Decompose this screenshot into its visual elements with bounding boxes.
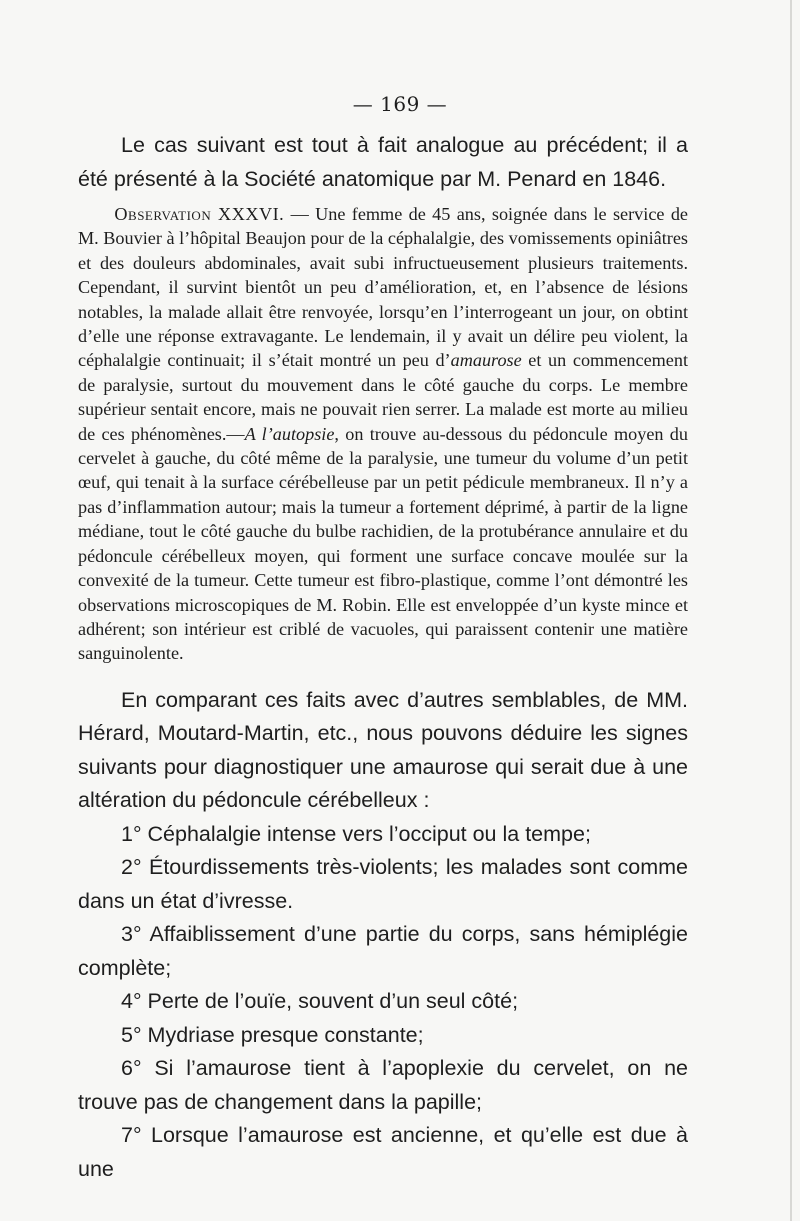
observation-text-part-2: et un commencement de paralysie, surtout du mouvement dans le côté gauche du corps. Le membre supérieur sentait encore, mais ne pouvait rien serrer. La malade est morte au milieu de ces phénomènes.—	[78, 350, 689, 444]
observation-label: Observation XXXVI.	[114, 204, 285, 224]
page-number-header: — 169 —	[352, 92, 448, 116]
sign-item-6: 6° Si l’amaurose tient à l’apoplexie du cervelet, on ne trouve pas de changement dans la papille;	[78, 1056, 688, 1114]
sign-item-7: 7° Lorsque l’amaurose est ancienne, et qu’elle est due à une	[78, 1123, 688, 1181]
observation-italic-autopsy: A l’autopsie	[244, 423, 335, 444]
page-content	[78, 128, 688, 1186]
observation-text-part-1: — Une femme de 45 ans, soignée dans le service de M. Bouvier à l’hôpital Beaujon pour de la céphalalgie, des vomissements opiniâtres et des douleurs abdominales, avait subi infructueusement plusieurs traitements. Cependant, il survint bientôt un peu d’amélioration, et, en l’absence de lésions notables, la malade allait être renvoyée, lorsqu’en l’interrogeant un jour, on obtint d’elle une réponse extravagante. Le lendemain, il y avait un délire peu violent, la céphalalgie continuait; il s’était montré un peu d’	[78, 204, 688, 371]
sign-item-3: 3° Affaiblissement d’une partie du corps, sans hémiplégie complète;	[78, 922, 688, 980]
comparison-paragraph: En comparant ces faits avec d’autres semblables, de MM. Hérard, Moutard-Martin, etc., nous pouvons déduire les signes suivants pour diagnostiquer une amaurose qui serait due à une altération du pédoncule cérébelleux :	[78, 687, 688, 813]
observation-italic-amaurose: amaurose	[450, 350, 522, 371]
scan-edge-shadow	[790, 0, 792, 1221]
sign-item-5: 5° Mydriase presque constante;	[121, 1022, 424, 1047]
sign-item-2: 2° Étourdissements très-violents; les malades sont comme dans un état d’ivresse.	[78, 855, 688, 913]
sign-item-4: 4° Perte de l’ouïe, souvent d’un seul côté;	[121, 989, 519, 1014]
intro-paragraph: Le cas suivant est tout à fait analogue au précédent; il a été présenté à la Société anatomique par M. Penard en 1846.	[78, 133, 688, 191]
sign-item-1: 1° Céphalalgie intense vers l’occiput ou la tempe;	[121, 821, 591, 846]
signs-list	[78, 818, 688, 1187]
observation-text-part-3: , on trouve au-dessous du pédoncule moyen du cervelet à gauche, du côté même de la paralysie, une tumeur du volume d’un petit œuf, qui tenait à la surface cérébelleuse par un petit pédicule membraneux. Il n’y a pas d’inflammation autour; mais la tumeur a fortement déprimé, à partir de la ligne médiane, tout le côté gauche du bulbe rachidien, de la protubérance annulaire et du pédoncule cérébelleux moyen, qui forment une surface concave moulée sur la convexité de la tumeur. Cette tumeur est fibro-plastique, comme l’ont démontré les observations microscopiques de M. Robin. Elle est enveloppée d’un kyste mince et adhérent; son intérieur est criblé de vacuoles, qui paraissent contenir une matière sanguinolente.	[78, 423, 688, 664]
observation-paragraph	[78, 202, 688, 666]
